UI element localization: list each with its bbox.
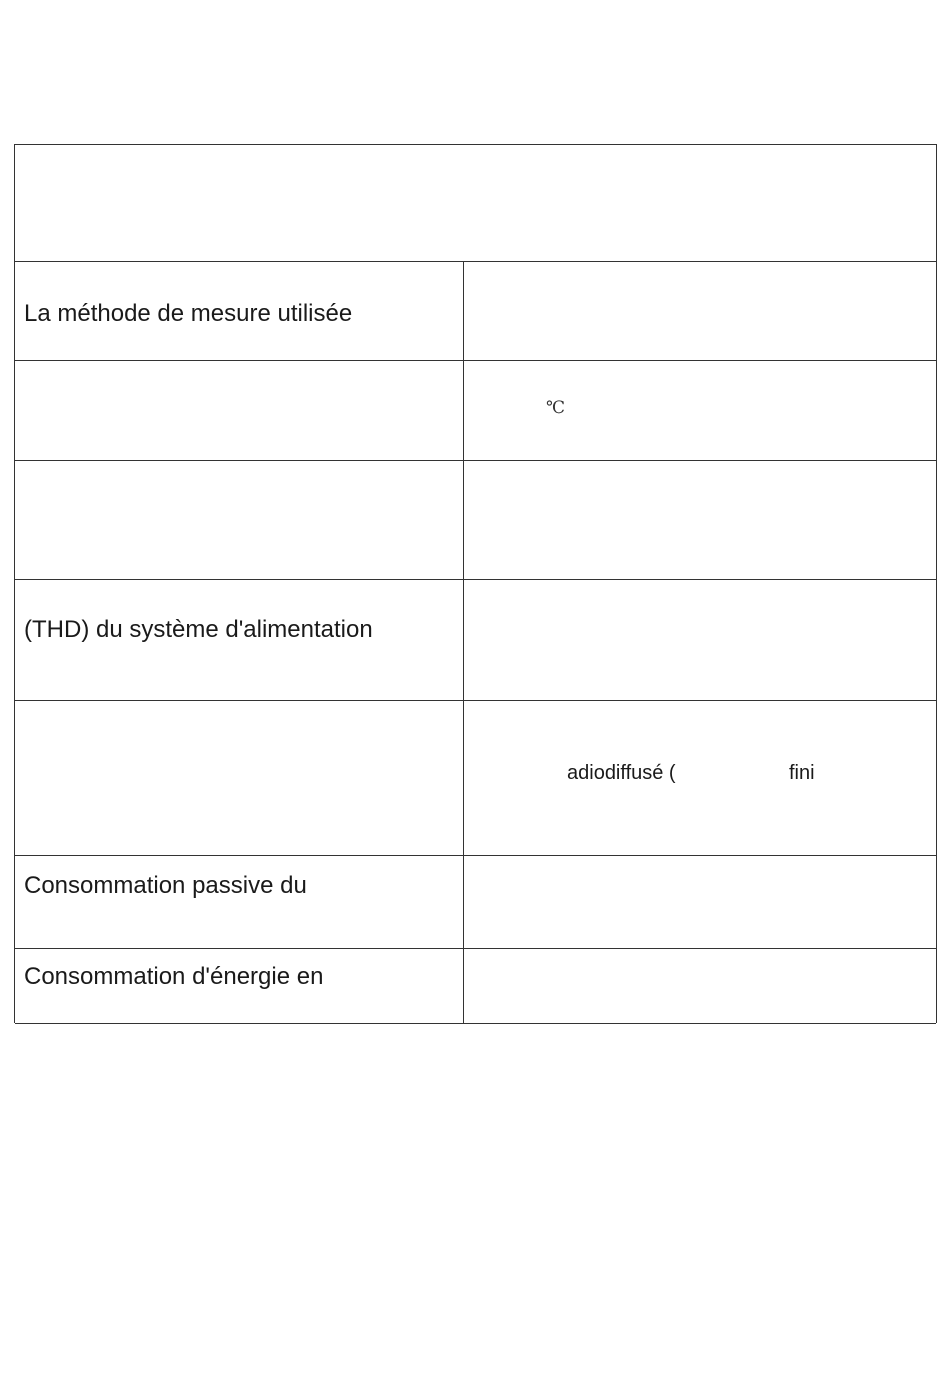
row-value-cell <box>464 262 936 360</box>
row-value-cell <box>464 361 936 460</box>
row-value-cell <box>464 701 936 855</box>
row-value-fragment: adiodiffusé ( <box>567 762 676 784</box>
row-label-cell <box>15 461 464 579</box>
row-value-cell <box>464 949 936 1023</box>
table-header-row <box>15 145 936 262</box>
row-value-cell <box>464 856 936 948</box>
row-label-cell <box>15 580 464 700</box>
row-value-cell <box>464 461 936 579</box>
row-label-cell <box>15 701 464 855</box>
table-row <box>15 580 936 701</box>
temperature-unit: ℃ <box>546 398 566 418</box>
spec-table <box>14 144 937 1023</box>
row-label: Consommation d'énergie en <box>24 963 324 990</box>
row-label: (THD) du système d'alimentation <box>24 616 373 643</box>
table-row <box>15 262 936 361</box>
row-value-cell <box>464 580 936 700</box>
table-row <box>15 949 936 1024</box>
table-row <box>15 701 936 856</box>
table-row <box>15 856 936 949</box>
row-label-cell <box>15 361 464 460</box>
row-label-cell <box>15 262 464 360</box>
table-row <box>15 461 936 580</box>
row-label-cell <box>15 856 464 948</box>
row-label-cell <box>15 949 464 1023</box>
row-label: La méthode de mesure utilisée <box>24 300 353 327</box>
row-value-fragment: fini <box>789 762 815 784</box>
table-row <box>15 361 936 461</box>
row-label: Consommation passive du <box>24 872 307 899</box>
